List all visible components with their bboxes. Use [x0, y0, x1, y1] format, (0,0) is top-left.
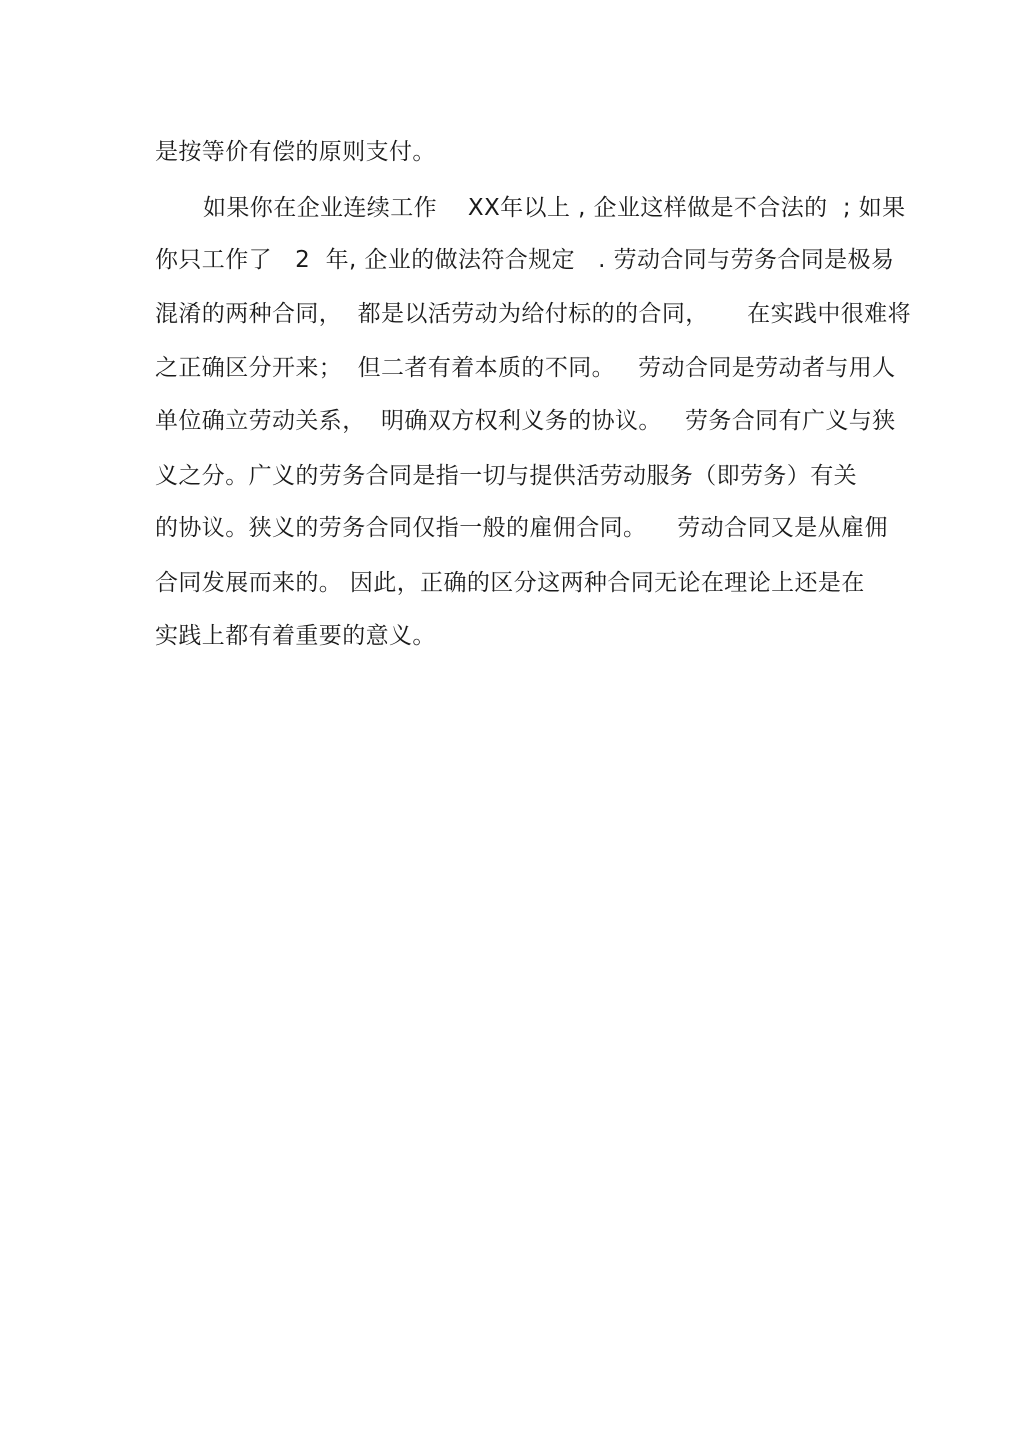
text-line: 如果你在企业连续工作 XX年以上 , 企业这样做是不合法的 ; 如果: [203, 195, 906, 221]
text-line: 义之分。广义的劳务合同是指一切与提供活劳动服务（即劳务）有关: [155, 463, 857, 489]
text-line: 之正确区分开来； 但二者有着本质的不同。 劳动合同是劳动者与用人: [155, 355, 896, 381]
text-line: 你只工作了 2 年, 企业的做法符合规定 . 劳动合同与劳务合同是极易: [155, 247, 895, 273]
text-line: 合同发展而来的。 因此，正确的区分这两种合同无论在理论上还是在: [155, 570, 865, 596]
text-line: 单位确立劳动关系， 明确双方权利义务的协议。 劳务合同有广义与狭: [155, 408, 896, 434]
text-line: 混淆的两种合同， 都是以活劳动为给付标的的合同， 在实践中很难将: [155, 301, 911, 327]
text-line: 实践上都有着重要的意义。: [155, 623, 436, 649]
text-line: 的协议。狭义的劳务合同仅指一般的雇佣合同。 劳动合同又是从雇佣: [155, 515, 888, 541]
text-line: 是按等价有偿的原则支付。: [155, 139, 436, 165]
